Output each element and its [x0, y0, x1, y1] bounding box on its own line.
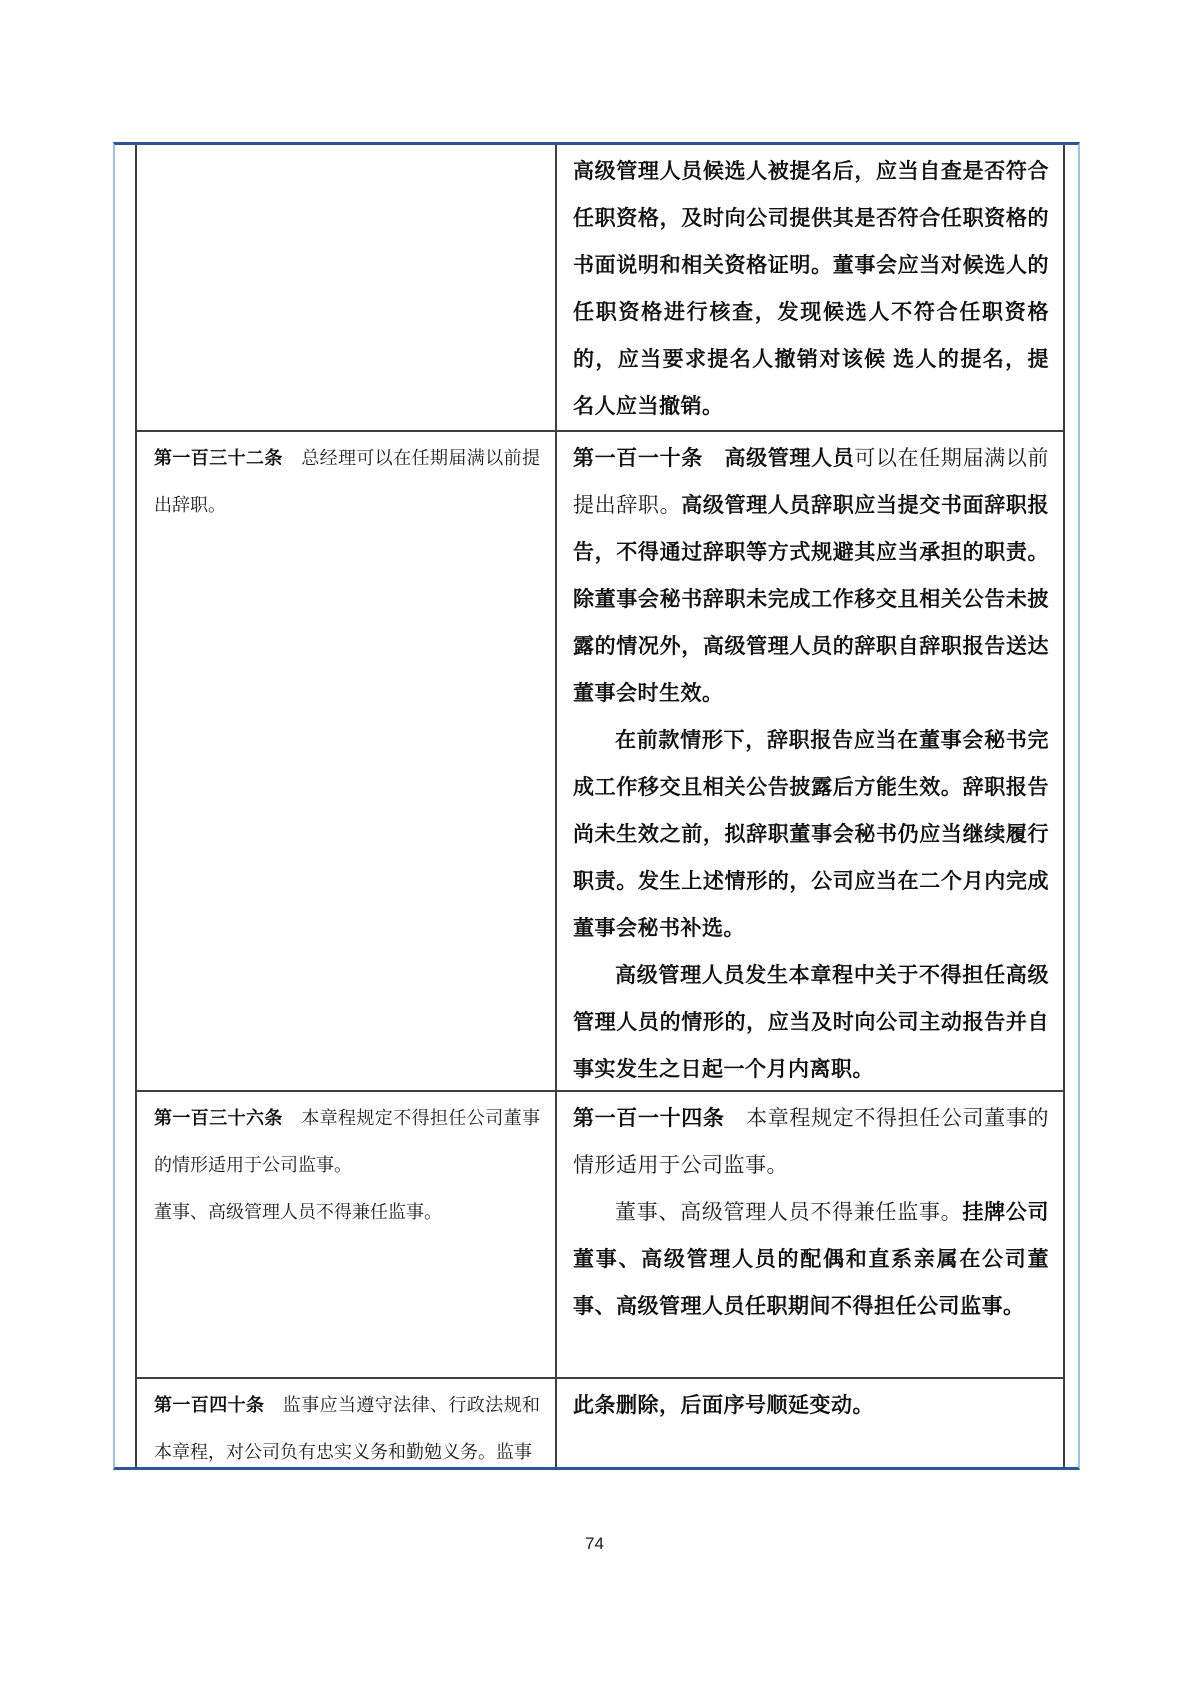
- bold-text-run: 第一百三十二条: [154, 448, 283, 468]
- paragraph: [573, 1382, 1049, 1429]
- bold-text-run: 高级管理人员发生本章程中关于不得担任高级管理人员的情形的，应当及时向公司主动报告并自事实发生之日起一个月内离职。: [573, 963, 1049, 1081]
- bold-text-run: 在前款情形下，辞职报告应当在董事会秘书完成工作移交且相关公告披露后方能生效。辞职报告尚未生效之前，拟辞职董事会秘书仍应当继续履行职责。发生上述情形的，公司应当在二个月内完成董事会秘书补选。: [573, 728, 1049, 940]
- cell-original-article: [137, 145, 557, 430]
- table-row: [137, 1090, 1063, 1377]
- table-row: [137, 145, 1063, 430]
- paragraph: [154, 1095, 540, 1189]
- bold-text-run: 高级管理人员候选人被提名后，应当自查是否符合任职资格，及时向公司提供其是否符合任职资格的书面说明和相关资格证明。董事会应当对候选人的任职资格进行核查，发现候选人不符合任职资格的，应当要求提名人撤销对该候 选人的提名，提名人应当撤销。: [573, 159, 1049, 418]
- paragraph: [573, 435, 1049, 717]
- page-number: 74: [585, 1534, 604, 1553]
- text-run: 本章程规定不得担任公司董事的情形适用于公司监事。: [154, 1108, 541, 1175]
- paragraph: [573, 148, 1049, 430]
- paragraph: [573, 717, 1049, 952]
- bold-text-run: 第一百三十六条: [154, 1108, 283, 1128]
- table-row: [137, 430, 1063, 1090]
- text-run: 可以在任期届满以前提出辞职。: [573, 446, 1050, 517]
- paragraph: [154, 1189, 540, 1236]
- paragraph: [573, 952, 1049, 1090]
- page-content-frame: [113, 142, 1080, 1470]
- text-run: 本章程规定不得担任公司董事的情形适用于公司监事。: [573, 1106, 1049, 1177]
- bold-text-run: 第一百四十条: [154, 1395, 265, 1415]
- paragraph: [573, 1095, 1049, 1189]
- cell-original-article: [137, 432, 557, 1090]
- bold-text-run: 挂牌公司董事、高级管理人员的配偶和直系亲属在公司董事、高级管理人员任职期间不得担任公司监事。: [573, 1200, 1050, 1318]
- cell-original-article: [137, 1092, 557, 1377]
- bold-text-run: 第一百一十条 高级管理人员: [573, 446, 855, 470]
- text-run: 董事、高级管理人员不得兼任监事。: [615, 1200, 963, 1224]
- cell-amended-article: [557, 432, 1063, 1090]
- bold-text-run: 此条删除，后面序号顺延变动。: [573, 1393, 874, 1417]
- cell-amended-article: [557, 1092, 1063, 1377]
- table-row: [137, 1377, 1063, 1467]
- bold-text-run: 高级管理人员辞职应当提交书面辞职报告，不得通过辞职等方式规避其应当承担的职责。除董事会秘书辞职未完成工作移交且相关公告未披露的情况外，高级管理人员的辞职自辞职报告送达董事会时生效。: [573, 493, 1050, 705]
- text-run: 监事应当遵守法律、行政法规和本章程，对公司负有忠实义务和勤勉义务。监事: [154, 1395, 541, 1462]
- paragraph: [154, 435, 540, 529]
- cell-original-article: [137, 1379, 557, 1467]
- amendment-comparison-table: [135, 145, 1065, 1467]
- text-run: 董事、高级管理人员不得兼任监事。: [154, 1202, 442, 1222]
- cell-amended-article: [557, 1379, 1063, 1467]
- text-run: 总经理可以在任期届满以前提出辞职。: [154, 448, 541, 515]
- paragraph: [573, 1189, 1049, 1330]
- paragraph: [154, 1382, 540, 1467]
- bold-text-run: 第一百一十四条: [573, 1106, 725, 1130]
- cell-amended-article: [557, 145, 1063, 430]
